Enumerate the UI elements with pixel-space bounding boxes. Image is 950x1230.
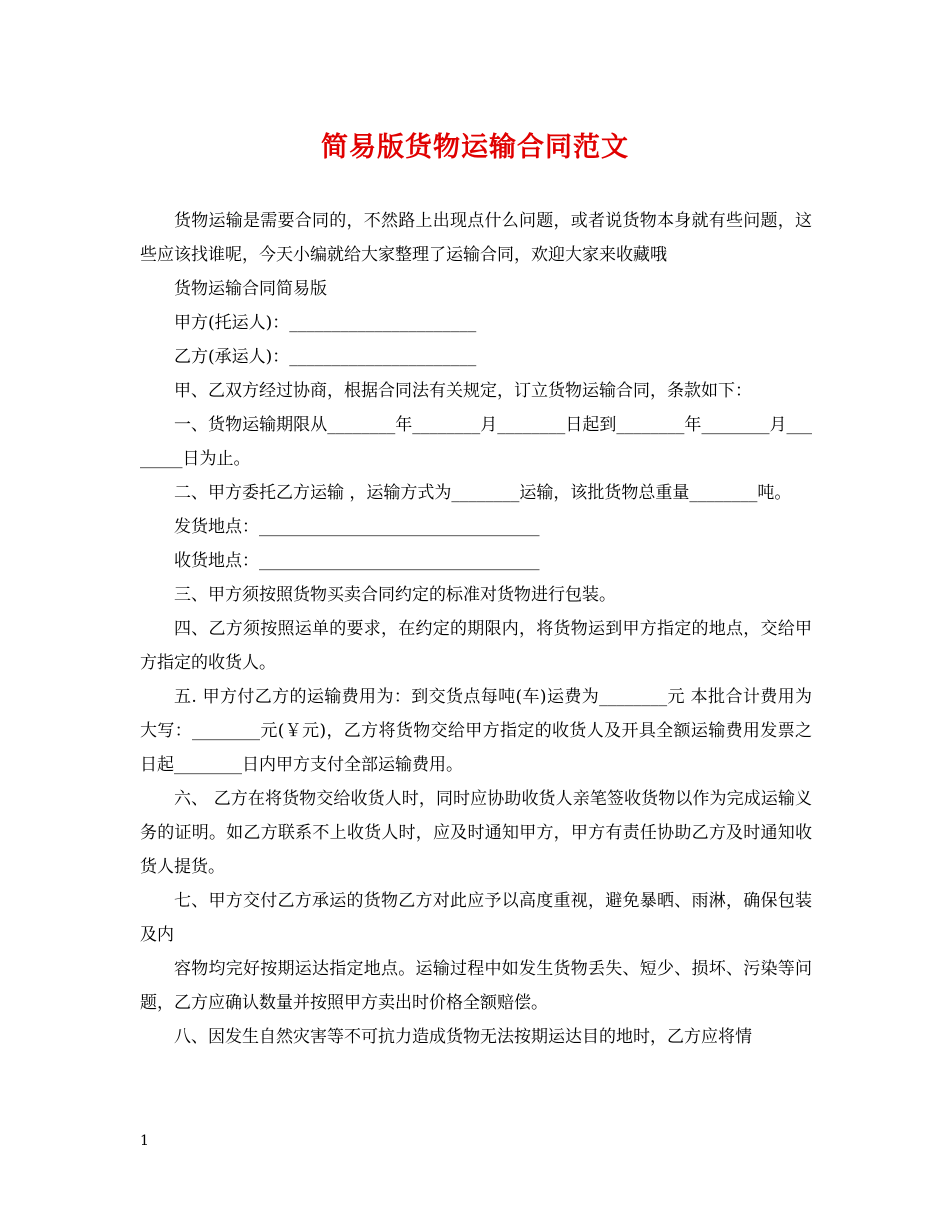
agreement-preamble: 甲、乙双方经过协商，根据合同法有关规定，订立货物运输合同，条款如下：: [174, 381, 752, 401]
clause-5: 五. 甲方付乙方的运输费用为：到交货点每吨(车)运费为________元 本批合计费用为大写：________元(￥元)，乙方将货物交给甲方指定的收货人及开具全额运输费用发票之日起________日内甲方支付全部运输费用。: [140, 687, 812, 775]
clause-7-part-2: 容物均完好按期运达指定地点。运输过程中如发生货物丢失、短少、损坏、污染等问题，乙方应确认数量并按照甲方卖出时价格全额赔偿。: [140, 959, 812, 1013]
document-body: [140, 204, 812, 1054]
clause-6: 六、 乙方在将货物交给收货人时，同时应协助收货人亲笔签收货物以作为完成运输义务的证明。如乙方联系不上收货人时，应及时通知甲方，甲方有责任协助乙方及时通知收货人提货。: [140, 789, 812, 877]
clause-4: 四、乙方须按照运单的要求，在约定的期限内，将货物运到甲方指定的地点，交给甲方指定的收货人。: [140, 619, 812, 673]
intro-paragraph: 货物运输是需要合同的，不然路上出现点什么问题，或者说货物本身就有些问题，这些应该找谁呢，今天小编就给大家整理了运输合同，欢迎大家来收藏哦: [140, 211, 812, 265]
clause-7-part-1: 七、甲方交付乙方承运的货物乙方对此应予以高度重视，避免暴晒、雨淋，确保包装及内: [140, 891, 812, 945]
contract-subtitle: 货物运输合同简易版: [174, 279, 327, 299]
document-title: 简易版货物运输合同范文: [321, 132, 629, 163]
clause-2: 二、甲方委托乙方运输 ，运输方式为________运输，该批货物总重量________吨。: [174, 483, 792, 503]
clause-8: 八、因发生自然灾害等不可抗力造成货物无法按期运达目的地时，乙方应将情: [174, 1027, 752, 1047]
party-b-line: 乙方(承运人)：______________________: [174, 347, 477, 367]
shipping-location-line: 发货地点：_________________________________: [174, 517, 540, 537]
party-a-line: 甲方(托运人)：______________________: [174, 313, 477, 333]
receiving-location-line: 收货地点：_________________________________: [174, 551, 540, 571]
clause-1: 一、货物运输期限从________年________月________日起到________年________月________日为止。: [140, 415, 812, 469]
page-number: 1: [140, 1133, 149, 1149]
clause-3: 三、甲方须按照货物买卖合同约定的标准对货物进行包装。: [174, 585, 616, 605]
